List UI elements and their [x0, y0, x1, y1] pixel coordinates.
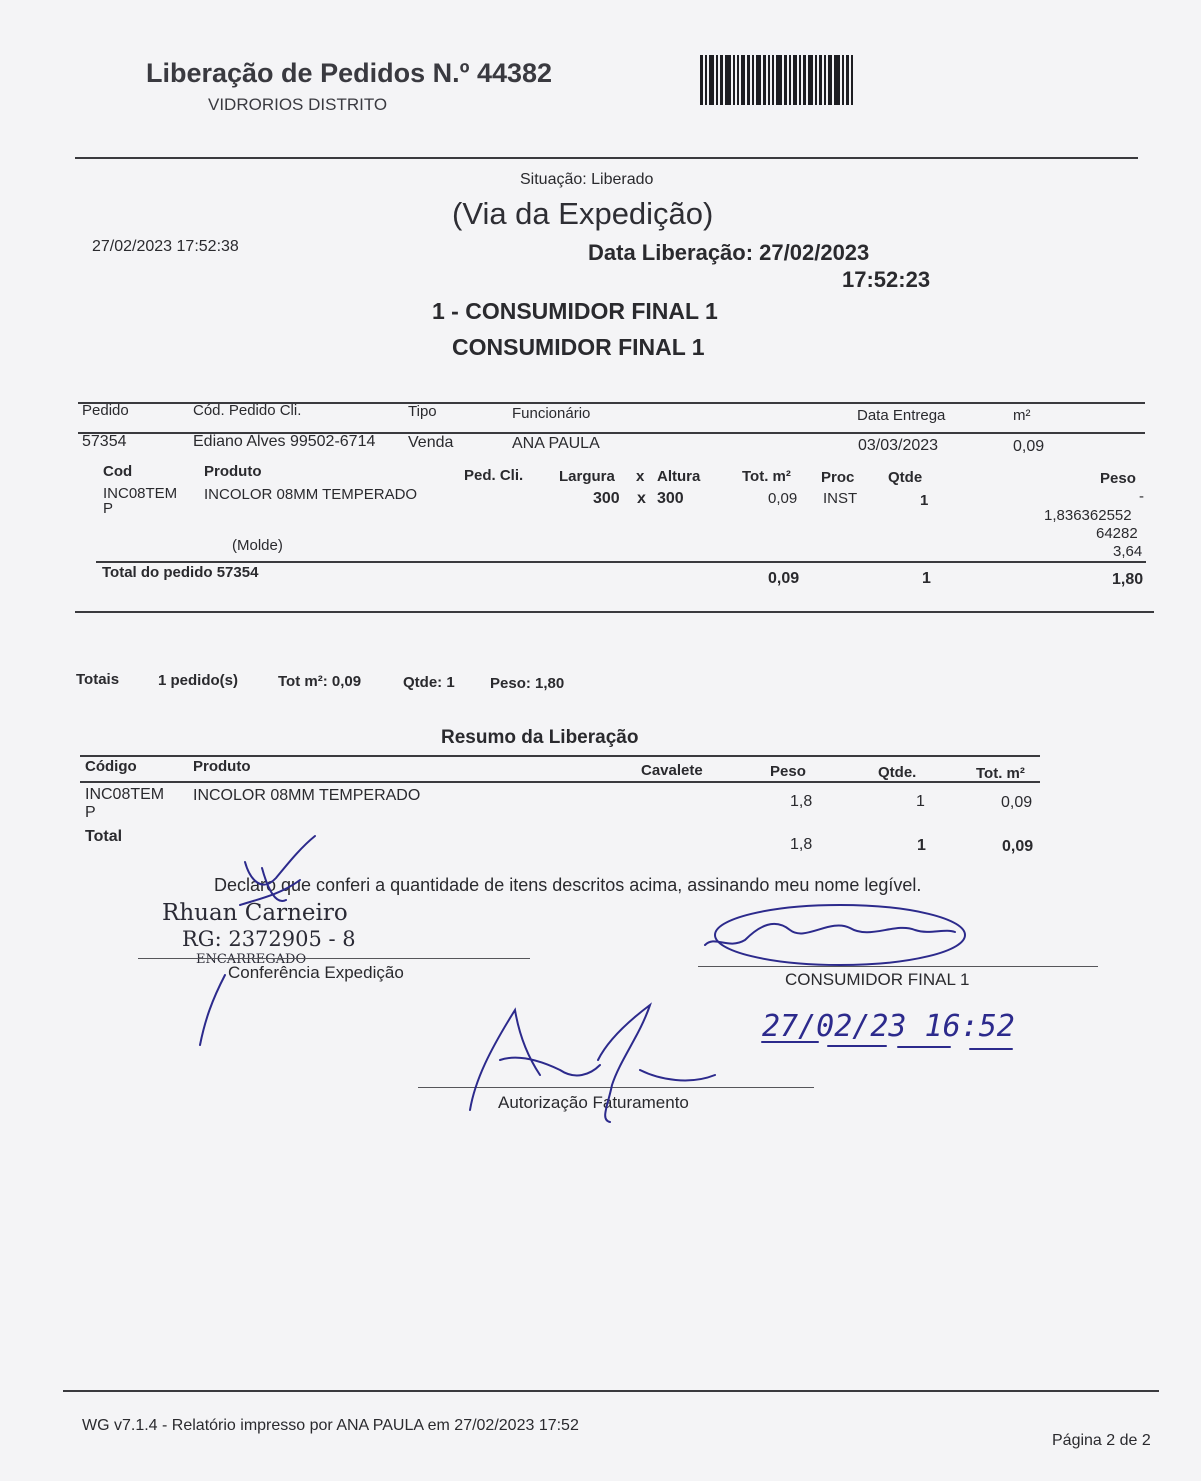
item-altura: 300 [657, 490, 684, 507]
resumo-qtde: 1 [916, 793, 925, 810]
barcode-bar [741, 55, 745, 105]
item-qtde: 1 [920, 492, 929, 509]
resumo-total-peso: 1,8 [790, 836, 813, 853]
barcode-bar [737, 55, 739, 105]
item-peso-line2: 1,836362552 [1044, 507, 1132, 524]
item-peso-line1: - [1139, 488, 1144, 505]
barcode-bar [772, 55, 774, 105]
item-col-tot-m2: Tot. m² [742, 468, 791, 485]
item-produto: INCOLOR 08MM TEMPERADO [204, 486, 418, 503]
printed-timestamp: 27/02/2023 17:52:38 [92, 238, 239, 255]
order-data-entrega: 03/03/2023 [858, 437, 939, 454]
resumo-tot-m2: 0,09 [1001, 794, 1033, 811]
via-label: (Via da Expedição) [452, 196, 714, 231]
resumo-total-qtde: 1 [917, 837, 926, 854]
autorizacao-signature-line [418, 1087, 814, 1088]
resumo-col-cavalete: Cavalete [641, 762, 703, 779]
barcode-bar [700, 55, 703, 105]
resumo-col-peso: Peso [770, 763, 806, 780]
barcode-bar [756, 55, 761, 105]
barcode-bar [705, 55, 707, 105]
consumidor-signature-line [698, 966, 1098, 967]
barcode-bar [720, 55, 723, 105]
barcode-bar [733, 55, 735, 105]
order-table-bottom-rule [75, 611, 1154, 613]
totais-m2: Tot m²: 0,09 [278, 673, 362, 690]
barcode-bar [789, 55, 791, 105]
resumo-col-codigo: Código [85, 758, 137, 775]
resumo-col-produto: Produto [193, 758, 251, 775]
barcode-bar [776, 55, 782, 105]
item-col-qtde: Qtde [888, 469, 923, 486]
resumo-total-label: Total [85, 828, 123, 845]
resumo-peso: 1,8 [790, 793, 813, 810]
barcode-bar [803, 55, 806, 105]
item-cod-line1: INC08TEM [103, 485, 178, 502]
item-col-peso: Peso [1100, 470, 1136, 487]
barcode-bar [819, 55, 822, 105]
col-tipo: Tipo [408, 403, 437, 420]
item-col-largura: Largura [559, 468, 615, 485]
company-name: VIDRORIOS DISTRITO [208, 95, 388, 114]
barcode-bar [815, 55, 817, 105]
client-name: CONSUMIDOR FINAL 1 [452, 334, 705, 360]
col-cod-pedido-cli: Cód. Pedido Cli. [193, 402, 302, 419]
data-liberacao: Data Liberação: 27/02/2023 [588, 240, 870, 265]
barcode-bar [828, 55, 832, 105]
consumidor-label: CONSUMIDOR FINAL 1 [785, 970, 970, 989]
client-code-name: 1 - CONSUMIDOR FINAL 1 [432, 298, 718, 324]
barcode-bar [824, 55, 826, 105]
page-number: Página 2 de 2 [1052, 1432, 1151, 1449]
order-m2: 0,09 [1013, 438, 1045, 455]
barcode-bar [784, 55, 787, 105]
resumo-title: Resumo da Liberação [441, 727, 639, 748]
handwritten-date: 27/02/23 16:52 [762, 1009, 1015, 1044]
barcode-bar [851, 55, 853, 105]
barcode-bar [842, 55, 844, 105]
col-funcionario: Funcionário [512, 405, 591, 422]
order-cod-pedido-cli: Ediano Alves 99502-6714 [193, 433, 376, 450]
barcode-bar [752, 55, 754, 105]
item-col-cod: Cod [103, 463, 133, 480]
order-total-qtde: 1 [922, 570, 931, 587]
barcode-bar [768, 55, 770, 105]
stamp-rg: RG: 2372905 - 8 [182, 927, 356, 951]
item-molde: (Molde) [232, 537, 283, 554]
order-total-label: Total do pedido 57354 [102, 564, 259, 581]
order-total-peso: 1,80 [1112, 571, 1144, 588]
declaration-text: Declaro que conferi a quantidade de itens descritos acima, assinando meu nome legível. [214, 875, 922, 895]
order-pedido: 57354 [82, 433, 127, 450]
resumo-header-rule [80, 781, 1040, 783]
resumo-col-qtde: Qtde. [878, 764, 917, 781]
resumo-col-tot-m2: Tot. m² [976, 765, 1025, 782]
resumo-codigo-line2: P [85, 804, 96, 821]
item-tot-m2: 0,09 [768, 490, 798, 507]
item-peso-line3: 64282 [1096, 525, 1138, 542]
header-divider [75, 157, 1138, 159]
barcode-bar [808, 55, 813, 105]
item-col-altura: Altura [657, 468, 701, 485]
autorizacao-label: Autorização Faturamento [498, 1093, 689, 1112]
hora-liberacao: 17:52:23 [842, 267, 931, 292]
totais-pedidos: 1 pedido(s) [158, 672, 239, 689]
item-col-ped-cli: Ped. Cli. [464, 467, 524, 484]
barcode-bar [799, 55, 801, 105]
totais-qtde: Qtde: 1 [403, 674, 455, 691]
footer-rule [63, 1390, 1159, 1392]
col-m2: m² [1013, 407, 1031, 424]
item-col-produto: Produto [204, 463, 262, 480]
order-funcionario: ANA PAULA [512, 435, 600, 452]
barcode [700, 55, 890, 105]
order-tipo: Venda [408, 434, 454, 451]
item-cod-line2: P [103, 500, 114, 517]
report-title: Liberação de Pedidos N.º 44382 [146, 58, 553, 88]
col-pedido: Pedido [82, 402, 129, 419]
conferencia-signature-line [138, 958, 530, 959]
col-data-entrega: Data Entrega [857, 407, 946, 424]
item-x: x [637, 490, 646, 507]
barcode-bar [763, 55, 766, 105]
barcode-bar [725, 55, 731, 105]
order-total-m2: 0,09 [768, 570, 800, 587]
barcode-bar [846, 55, 849, 105]
resumo-produto: INCOLOR 08MM TEMPERADO [193, 787, 421, 804]
totais-label: Totais [76, 671, 120, 688]
resumo-codigo-line1: INC08TEM [85, 786, 165, 803]
footer-printed-by: WG v7.1.4 - Relatório impresso por ANA PAULA em 27/02/2023 17:52 [82, 1417, 579, 1434]
conferencia-label: Conferência Expedição [228, 963, 404, 982]
stamp-name: Rhuan Carneiro [162, 900, 348, 926]
item-col-proc: Proc [821, 469, 855, 486]
barcode-bar [834, 55, 840, 105]
barcode-bar [709, 55, 714, 105]
item-peso-line4: 3,64 [1113, 543, 1143, 560]
situacao-label: Situação: Liberado [520, 171, 654, 188]
item-total-rule [96, 561, 1146, 563]
barcode-bar [747, 55, 750, 105]
stamp-role: ENCARREGADO [196, 952, 307, 967]
resumo-total-tot-m2: 0,09 [1002, 838, 1034, 855]
consumidor-signature-icon [715, 905, 965, 965]
barcode-bar [716, 55, 718, 105]
item-col-x: x [636, 468, 645, 485]
item-largura: 300 [593, 490, 620, 507]
totais-peso: Peso: 1,80 [490, 675, 565, 692]
item-proc: INST [823, 490, 858, 507]
barcode-bar [793, 55, 797, 105]
resumo-top-rule [80, 755, 1040, 757]
